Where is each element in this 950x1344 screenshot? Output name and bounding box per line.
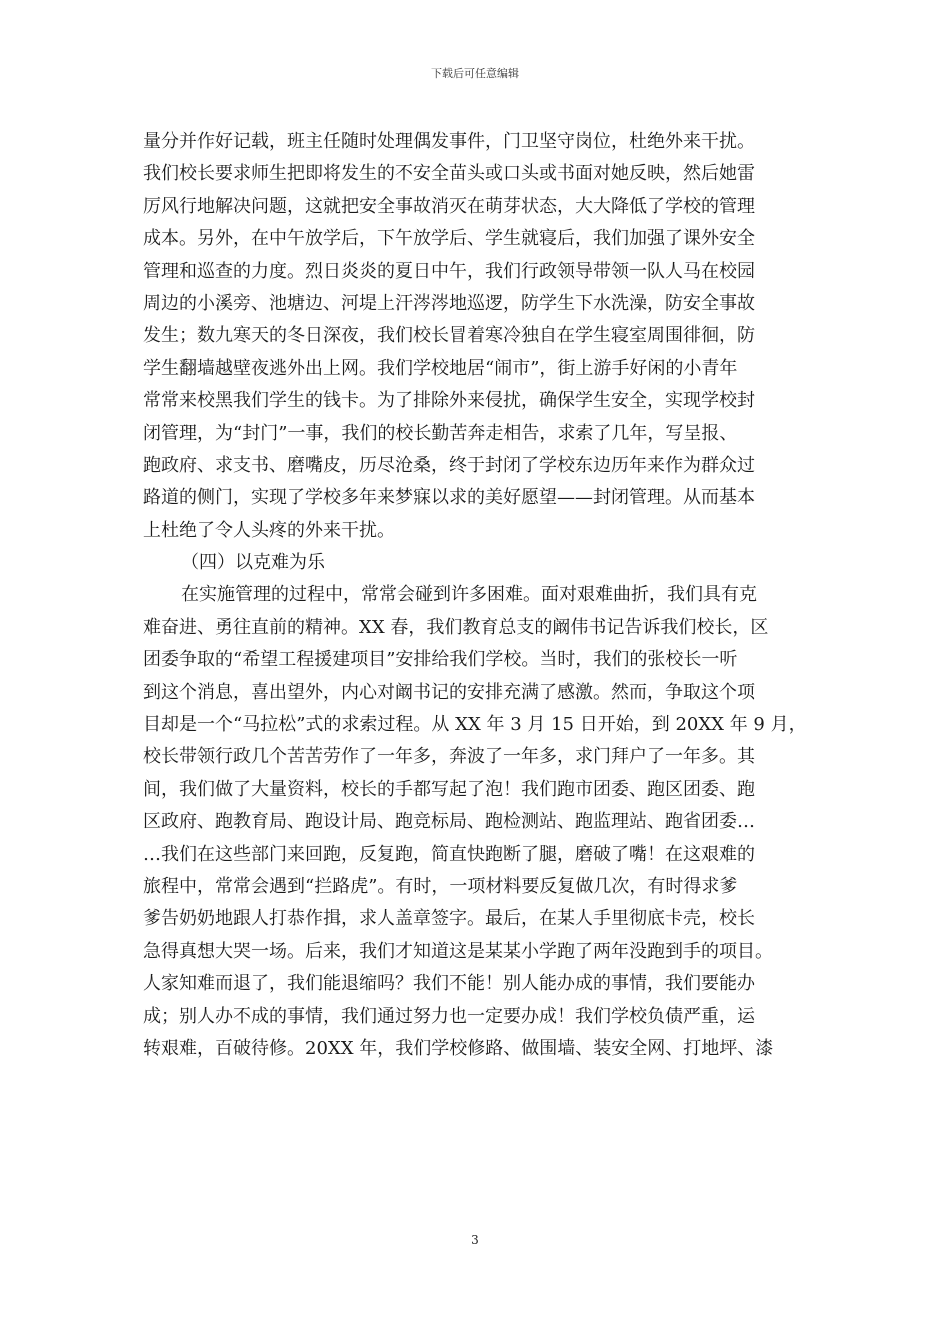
text-line: 上杜绝了令人头疼的外来干扰。 xyxy=(143,519,395,541)
text-line: 学生翻墙越壁夜逃外出上网。我们学校地居“闹市”，街上游手好闲的小青年 xyxy=(143,357,738,379)
paragraph-first-line: 在实施管理的过程中，常常会碰到许多困难。面对艰难曲折，我们具有克 xyxy=(181,584,757,606)
text-line: 急得真想大哭一场。后来，我们才知道这是某某小学跑了两年没跑到手的项目。 xyxy=(143,940,773,962)
text-line: 成本。另外，在中午放学后，下午放学后、学生就寝后，我们加强了课外安全 xyxy=(143,228,755,250)
text-line: 校长带领行政几个苦苦劳作了一年多，奔波了一年多，求门拜户了一年多。其 xyxy=(143,746,755,768)
text-line: 间，我们做了大量资料，校长的手都写起了泡！我们跑市团委、跑区团委、跑 xyxy=(143,778,755,800)
text-line: 发生；数九寒天的冬日深夜，我们校长冒着寒冷独自在学生寝室周围徘徊，防 xyxy=(143,325,755,347)
text-line: 爹告奶奶地跟人打恭作揖，求人盖章签字。最后，在某人手里彻底卡壳，校长 xyxy=(143,908,755,930)
text-line: 转艰难，百破待修。20XX 年，我们学校修路、做围墙、装安全网、打地坪、漆 xyxy=(143,1037,774,1059)
text-line: 量分并作好记载，班主任随时处理偶发事件，门卫坚守岗位，杜绝外来干扰。 xyxy=(143,131,755,152)
text-line: 厉风行地解决问题，这就把安全事故消灭在萌芽状态，大大降低了学校的管理 xyxy=(143,195,755,217)
text-line: …我们在这些部门来回跑，反复跑，简直快跑断了腿，磨破了嘴！在这艰难的 xyxy=(143,843,755,865)
text-line: 常常来校黑我们学生的钱卡。为了排除外来侵扰，确保学生安全，实现学校封 xyxy=(143,390,755,412)
page-number: 3 xyxy=(471,1233,479,1247)
text-line: 到这个消息，喜出望外，内心对阚书记的安排充满了感激。然而，争取这个项 xyxy=(143,681,755,703)
text-line: 周边的小溪旁、池塘边、河堤上汗涔涔地巡逻，防学生下水洗澡，防安全事故 xyxy=(143,292,755,314)
text-line: 目却是一个“马拉松”式的求索过程。从 XX 年 3 月 15 日开始，到 20XX 年 9 月， xyxy=(143,714,807,736)
text-line: 难奋进、勇往直前的精神。XX 春，我们教育总支的阚伟书记告诉我们校长，区 xyxy=(143,616,769,638)
text-line: 闭管理，为“封门”一事，我们的校长勤苦奔走相告，求索了几年，写呈报、 xyxy=(143,422,738,444)
body-text xyxy=(143,126,819,1065)
text-line: 旅程中，常常会遇到“拦路虎”。有时，一项材料要反复做几次，有时得求爹 xyxy=(143,875,738,897)
text-line: 人家知难而退了，我们能退缩吗？我们不能！别人能办成的事情，我们要能办 xyxy=(143,973,755,995)
section-heading: （四）以克难为乐 xyxy=(181,552,325,574)
page-header: 下载后可任意编辑 xyxy=(431,67,519,80)
text-line: 我们校长要求师生把即将发生的不安全苗头或口头或书面对她反映，然后她雷 xyxy=(143,163,755,185)
text-line: 路道的侧门，实现了学校多年来梦寐以求的美好愿望——封闭管理。从而基本 xyxy=(143,487,755,509)
text-line: 跑政府、求支书、磨嘴皮，历尽沧桑，终于封闭了学校东边历年来作为群众过 xyxy=(143,454,755,476)
text-line: 区政府、跑教育局、跑设计局、跑竞标局、跑检测站、跑监理站、跑省团委… xyxy=(143,811,755,833)
text-line: 团委争取的“希望工程援建项目”安排给我们学校。当时，我们的张校长一听 xyxy=(143,649,738,671)
text-line: 管理和巡查的力度。烈日炎炎的夏日中午，我们行政领导带领一队人马在校园 xyxy=(143,260,755,282)
text-line: 成；别人办不成的事情，我们通过努力也一定要办成！我们学校负债严重，运 xyxy=(143,1005,755,1027)
